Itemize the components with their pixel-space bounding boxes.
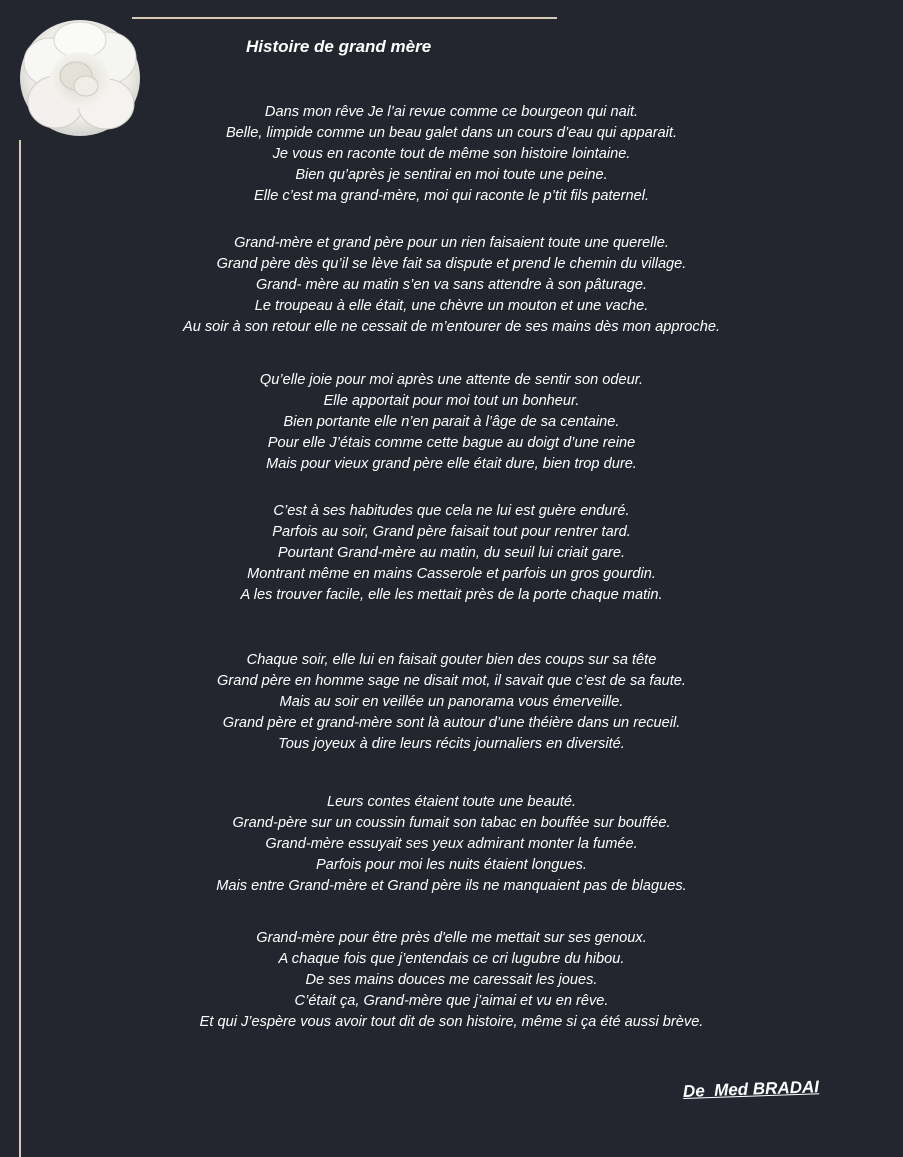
stanza-5 — [0, 650, 903, 755]
poem-line: Grand père et grand-mère sont là autour d’une théière dans un recueil. — [222, 714, 681, 731]
poem-line: Bien portante elle n’en parait à l’âge de sa centaine. — [283, 413, 620, 430]
poem-line: Tous joyeux à dire leurs récits journaliers en diversité. — [278, 735, 625, 752]
poem-line: Grand-mère essuyait ses yeux admirant monter la fumée. — [265, 835, 638, 852]
poem-line: Mais entre Grand-mère et Grand père ils ne manquaient pas de blagues. — [216, 877, 687, 894]
poem-line: Grand- mère au matin s’en va sans attendre à son pâturage. — [255, 276, 647, 293]
poem-line: Le troupeau à elle était, une chèvre un mouton et une vache. — [254, 297, 649, 314]
stanza-1 — [0, 102, 903, 207]
poem-line: Montrant même en mains Casserole et parfois un gros gourdin. — [247, 565, 656, 582]
author-signature: De Med BRADAI — [682, 1077, 820, 1101]
top-divider — [132, 17, 557, 19]
stanza-6 — [0, 792, 903, 897]
poem-line: Grand-mère pour être près d'elle me mettait sur ses genoux. — [256, 930, 647, 946]
poem-line: Grand-père sur un coussin fumait son tabac en bouffée sur bouffée. — [232, 814, 671, 831]
poem-line: Elle apportait pour moi tout un bonheur. — [323, 392, 580, 409]
poem-line: C’est à ses habitudes que cela ne lui est guère enduré. — [273, 503, 630, 519]
poem-line: Parfois au soir, Grand père faisait tout pour rentrer tard. — [272, 523, 631, 540]
poem-line: De ses mains douces me caressait les joues. — [305, 971, 598, 988]
poem-line: Chaque soir, elle lui en faisait gouter bien des coups sur sa tête — [246, 652, 657, 668]
poem-line: Mais pour vieux grand père elle était dure, bien trop dure. — [266, 455, 637, 472]
poem-line: C’était ça, Grand-mère que j’aimai et vu en rêve. — [294, 992, 609, 1009]
poem-line: Parfois pour moi les nuits étaient longues. — [316, 856, 587, 873]
poem-line: Leurs contes étaient toute une beauté. — [326, 794, 577, 810]
poem-line: Dans mon rêve Je l’ai revue comme ce bourgeon qui nait. — [264, 104, 639, 120]
poem-line: Je vous en raconte tout de même son histoire lointaine. — [272, 145, 631, 162]
stanza-7 — [0, 928, 903, 1033]
poem-line: Et qui J’espère vous avoir tout dit de son histoire, même si ça été aussi brève. — [199, 1013, 704, 1030]
poem-line: Qu’elle joie pour moi après une attente de sentir son odeur. — [259, 372, 644, 388]
poem-line: Grand père dès qu’il se lève fait sa dispute et prend le chemin du village. — [216, 255, 687, 272]
poem-title: Histoire de grand mère — [246, 37, 432, 56]
poem-line: Bien qu’après je sentirai en moi toute une peine. — [295, 166, 608, 183]
poem-line: Au soir à son retour elle ne cessait de m’entourer de ses mains dès mon approche. — [182, 318, 720, 335]
poem-line: Mais au soir en veillée un panorama vous émerveille. — [279, 693, 624, 710]
poem-line: Grand père en homme sage ne disait mot, il savait que c’est de sa faute. — [217, 672, 686, 689]
poem-line: Grand-mère et grand père pour un rien faisaient toute une querelle. — [234, 235, 669, 251]
poem-line: Elle c’est ma grand-mère, moi qui raconte le p’tit fils paternel. — [253, 187, 649, 204]
poem-line: Pour elle J’étais comme cette bague au doigt d’une reine — [267, 434, 636, 451]
poem-line: A chaque fois que j’entendais ce cri lugubre du hibou. — [278, 950, 625, 967]
stanza-3 — [0, 370, 903, 475]
poem-line: Belle, limpide comme un beau galet dans un cours d’eau qui apparait. — [225, 124, 678, 141]
poem-line: Pourtant Grand-mère au matin, du seuil lui criait gare. — [277, 544, 626, 561]
poem-line: A les trouver facile, elle les mettait près de la porte chaque matin. — [240, 586, 663, 603]
stanza-2 — [0, 233, 903, 338]
stanza-4 — [0, 501, 903, 606]
